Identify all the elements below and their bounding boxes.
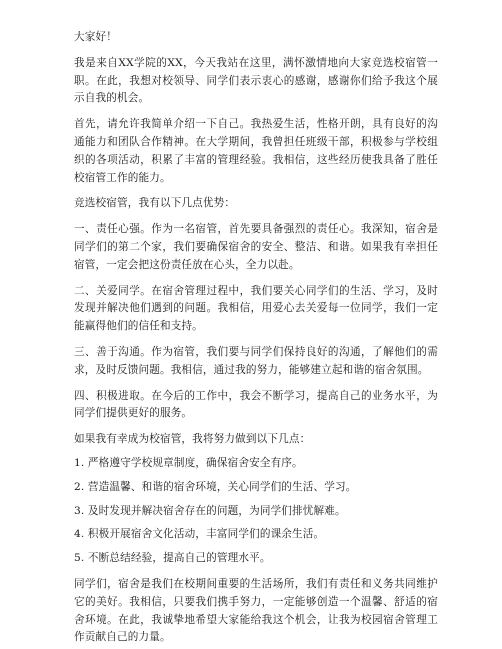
list-item-3: 3. 及时发现并解决宿舍存在的问题，为同学们排忧解难。 <box>74 504 346 517</box>
list-item-2: 2. 营造温馨、和谐的宿舍环境，关心同学们的生活、学习。 <box>74 480 357 493</box>
list-item-1: 1. 严格遵守学校规章制度，确保宿舍安全有序。 <box>74 456 303 469</box>
paragraph-closing: 同学们，宿舍是我们在校期间重要的生活场所，我们有责任和义务共同维护它的美好。我相信，只要我们携手努力，一定能够创造一个温馨、舒适的宿舍环境。在此，我诚挚地希望大家能给我这个机会，让我为校园宿舍管理工作贡献自己的力量。 <box>74 577 438 644</box>
paragraph-advantage-1: 一、责任心强。作为一名宿管，首先要具备强烈的责任心。我深知，宿舍是同学们的第二个家，我们要确保宿舍的安全、整洁、和谐。如果我有幸担任宿管，一定会把这份责任放在心头，全力以赴。 <box>74 223 438 271</box>
paragraph-intro: 我是来自XX学院的XX，今天我站在这里，满怀激情地向大家竞选校宿管一职。在此，我想对校领导、同学们表示衷心的感谢，感谢你们给予我这个展示自我的机会。 <box>74 56 438 105</box>
paragraph-advantage-3: 三、善于沟通。作为宿管，我们要与同学们保持良好的沟通，了解他们的需求，及时反馈问题。我相信，通过我的努力，能够建立起和谐的宿舍氛围。 <box>74 345 438 376</box>
paragraph-advantages-heading: 竞选校宿管，我有以下几点优势： <box>74 197 236 210</box>
paragraph-advantage-4: 四、积极进取。在今后的工作中，我会不断学习，提高自己的业务水平，为同学们提供更好的服务。 <box>74 389 438 420</box>
paragraph-commitments-heading: 如果我有幸成为校宿管，我将努力做到以下几点： <box>74 433 311 446</box>
list-item-5: 5. 不断总结经验，提高自己的管理水平。 <box>74 552 271 565</box>
paragraph-advantage-2: 二、关爱同学。在宿舍管理过程中，我们要关心同学们的生活、学习，及时发现并解决他们遇到的问题。我相信，用爱心去关爱每一位同学，我们一定能赢得他们的信任和支持。 <box>74 284 438 333</box>
list-item-4: 4. 积极开展宿舍文化活动，丰富同学们的课余生活。 <box>74 528 325 541</box>
paragraph-self-introduction: 首先，请允许我简单介绍一下自己。我热爱生活，性格开朗，具有良好的沟通能力和团队合作精神。在大学期间，我曾担任班级干部，积极参与学校组织的各项活动，积累了丰富的管理经验。我相信，这些经历使我具备了胜任校宿管工作的能力。 <box>74 118 438 184</box>
greeting: 大家好！ <box>74 31 117 43</box>
